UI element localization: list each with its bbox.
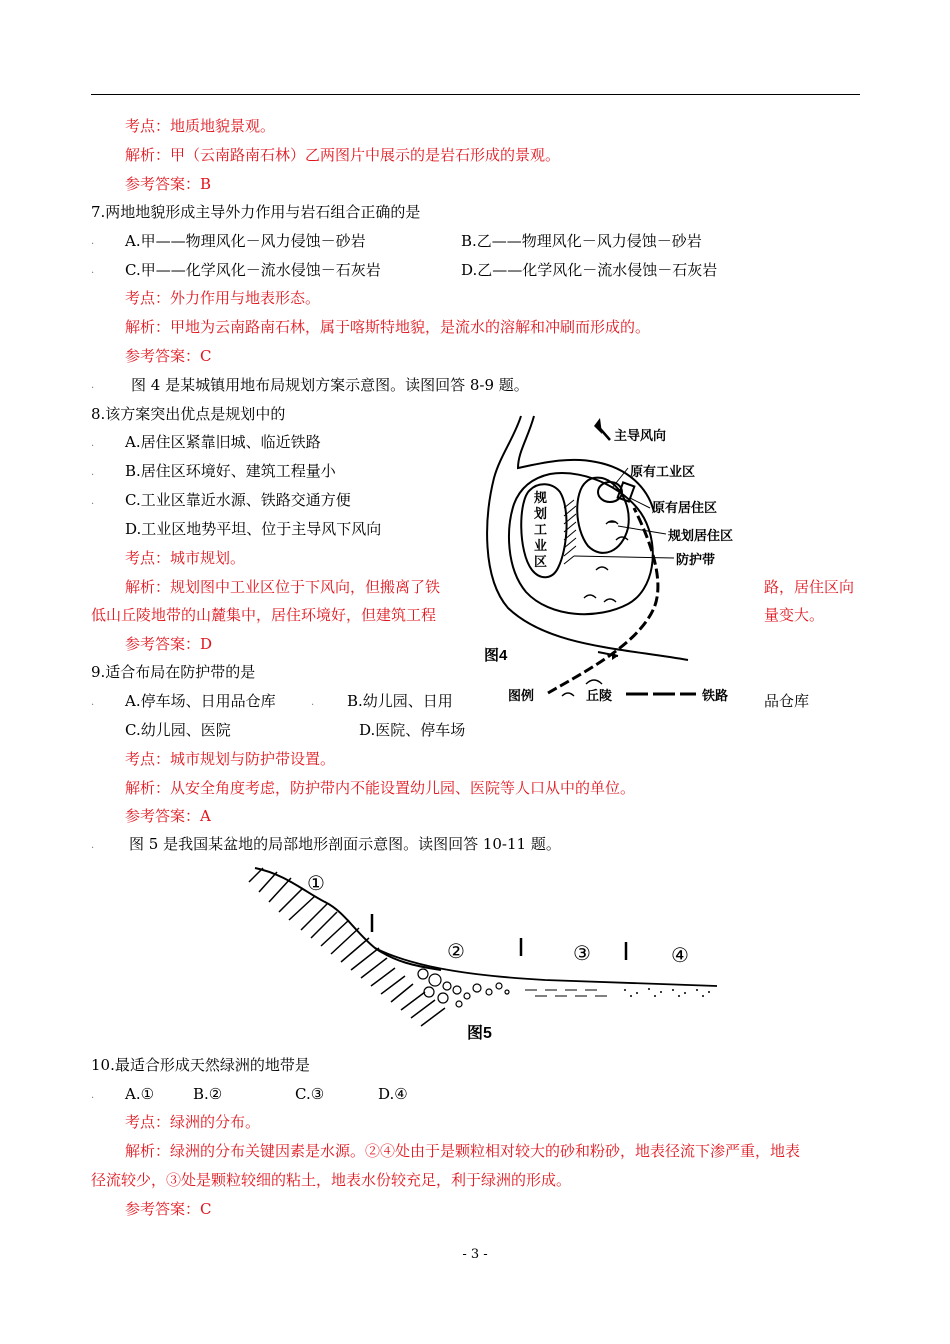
legend-label: 图例 xyxy=(508,688,535,703)
label-wind: 主导风向 xyxy=(614,428,667,443)
q7-stem: 7.两地地貌形成主导外力作用与岩石组合正确的是 xyxy=(91,203,421,221)
legend-rail: 铁路 xyxy=(702,688,729,703)
bullet-mark: . xyxy=(91,438,95,449)
q9-option-c: C.幼儿园、医院 xyxy=(125,721,231,739)
wind-arrowhead xyxy=(594,418,602,434)
fig4-intro: 图 4 是某城镇用地布局规划方案示意图。读图回答 8-9 题。 xyxy=(131,376,529,394)
q6-answer: 参考答案：B xyxy=(125,175,212,193)
q7-jiexi: 解析：甲地为云南路南石林，属于喀斯特地貌，是流水的溶解和冲刷而形成的。 xyxy=(125,318,651,336)
zone-4-label: ④ xyxy=(671,943,689,967)
zone-1-label: ① xyxy=(307,871,325,895)
q8-option-b: B.居住区环境好、建筑工程量小 xyxy=(125,462,336,480)
leader-line xyxy=(618,526,666,534)
label-planned-residential: 规划居住区 xyxy=(668,528,734,543)
q10-answer: 参考答案：C xyxy=(125,1200,212,1218)
figure-5-basin-profile xyxy=(245,862,725,1048)
q10-option-b: B.② xyxy=(193,1085,223,1103)
mountain-hatch xyxy=(249,868,445,1026)
q7-option-b: B.乙——物理风化－风力侵蚀－砂岩 xyxy=(461,232,702,250)
q8-jiexi-line2: 低山丘陵地带的山麓集中，居住环境好，但建筑工程 xyxy=(91,606,437,624)
label-planned-industry-5: 区 xyxy=(534,554,548,569)
bullet-mark: . xyxy=(91,840,95,851)
label-planned-industry-4: 业 xyxy=(534,538,548,553)
label-planned-industry-3: 工 xyxy=(534,522,548,537)
river-bank-outer xyxy=(487,416,688,660)
q8-answer: 参考答案：D xyxy=(125,635,213,653)
railway xyxy=(548,508,658,693)
label-old-residential: 原有居住区 xyxy=(652,500,718,515)
label-old-industry: 原有工业区 xyxy=(630,464,696,479)
label-planned-industry-1: 规 xyxy=(534,490,548,505)
q8-option-a: A.居住区紧靠旧城、临近铁路 xyxy=(125,433,321,451)
hill-symbols xyxy=(584,521,628,684)
fig5-intro: 图 5 是我国某盆地的局部地形剖面示意图。读图回答 10-11 题。 xyxy=(129,835,561,853)
q8-jiexi-line1-tail: 路，居住区向 xyxy=(764,578,855,596)
bullet-mark: . xyxy=(91,496,95,507)
q8-jiexi-line1: 解析：规划图中工业区位于下风向，但搬离了铁 xyxy=(125,578,441,596)
clay-dashes xyxy=(525,990,607,996)
q10-jiexi-line2: 径流较少，③处是颗粒较细的粘土，地表水份较充足，利于绿洲的形成。 xyxy=(91,1171,572,1189)
q10-stem: 10.最适合形成天然绿洲的地带是 xyxy=(91,1056,310,1074)
q10-option-a: A.① xyxy=(125,1085,155,1103)
sand-dots xyxy=(624,988,710,997)
label-planned-industry-2: 划 xyxy=(534,506,548,521)
q9-option-b: B.幼儿园、日用 xyxy=(347,692,453,710)
bullet-mark: . xyxy=(91,467,95,478)
q7-answer: 参考答案：C xyxy=(125,347,212,365)
q9-stem: 9.适合布局在防护带的是 xyxy=(91,663,256,681)
mountain-slope xyxy=(255,868,441,970)
legend-hill: 丘陵 xyxy=(586,688,613,703)
q7-kaodian: 考点：外力作用与地表形态。 xyxy=(125,289,321,307)
q6-jiexi: 解析：甲（云南路南石林）乙两图片中展示的是岩石形成的景观。 xyxy=(125,146,561,164)
q8-stem: 8.该方案突出优点是规划中的 xyxy=(91,405,286,423)
zone-2-label: ② xyxy=(447,939,465,963)
q9-answer: 参考答案：A xyxy=(125,807,211,825)
q9-option-b-tail: 品仓库 xyxy=(764,692,810,710)
q8-option-d: D.工业区地势平坦、位于主导风下风向 xyxy=(125,520,382,538)
gravel-deposits xyxy=(418,969,509,1007)
q9-option-d: D.医院、停车场 xyxy=(359,721,466,739)
bullet-mark: . xyxy=(91,236,95,247)
label-buffer: 防护带 xyxy=(676,552,716,567)
q7-option-a: A.甲——物理风化－风力侵蚀－砂岩 xyxy=(125,232,366,250)
legend-hill-symbol xyxy=(562,693,574,696)
figure-5-caption: 图5 xyxy=(467,1025,492,1042)
header-rule xyxy=(91,94,860,95)
q10-option-c: C.③ xyxy=(295,1085,325,1103)
q7-option-d: D.乙——化学风化－流水侵蚀－石灰岩 xyxy=(461,261,718,279)
bullet-mark: . xyxy=(91,265,95,276)
q10-jiexi-line1: 解析：绿洲的分布关键因素是水源。②④处由于是颗粒相对较大的砂和粉砂，地表径流下渗严重，地表 xyxy=(125,1142,801,1160)
figure-4-caption: 图4 xyxy=(484,647,508,664)
q9-option-a: A.停车场、日用品仓库 xyxy=(125,692,276,710)
q8-jiexi-line2-tail: 量变大。 xyxy=(764,606,825,624)
q7-option-c: C.甲——化学风化－流水侵蚀－石灰岩 xyxy=(125,261,381,279)
bullet-mark: . xyxy=(91,697,95,708)
q9-kaodian: 考点：城市规划与防护带设置。 xyxy=(125,750,336,768)
q8-option-c: C.工业区靠近水源、铁路交通方便 xyxy=(125,491,351,509)
q6-kaodian: 考点：地质地貌景观。 xyxy=(125,117,276,135)
q10-kaodian: 考点：绿洲的分布。 xyxy=(125,1113,261,1131)
figure-4-land-use-map xyxy=(478,408,760,708)
bullet-mark: . xyxy=(91,380,95,391)
q8-kaodian: 考点：城市规划。 xyxy=(125,549,246,567)
zone-3-label: ③ xyxy=(573,941,591,965)
q10-option-d: D.④ xyxy=(378,1085,408,1103)
bullet-mark: . xyxy=(91,1090,95,1101)
page-number: - 3 - xyxy=(462,1247,488,1262)
bullet-mark: . xyxy=(311,697,315,708)
q9-jiexi: 解析：从安全角度考虑，防护带内不能设置幼儿园、医院等人口从中的单位。 xyxy=(125,779,636,797)
leader-line xyxy=(574,556,674,558)
